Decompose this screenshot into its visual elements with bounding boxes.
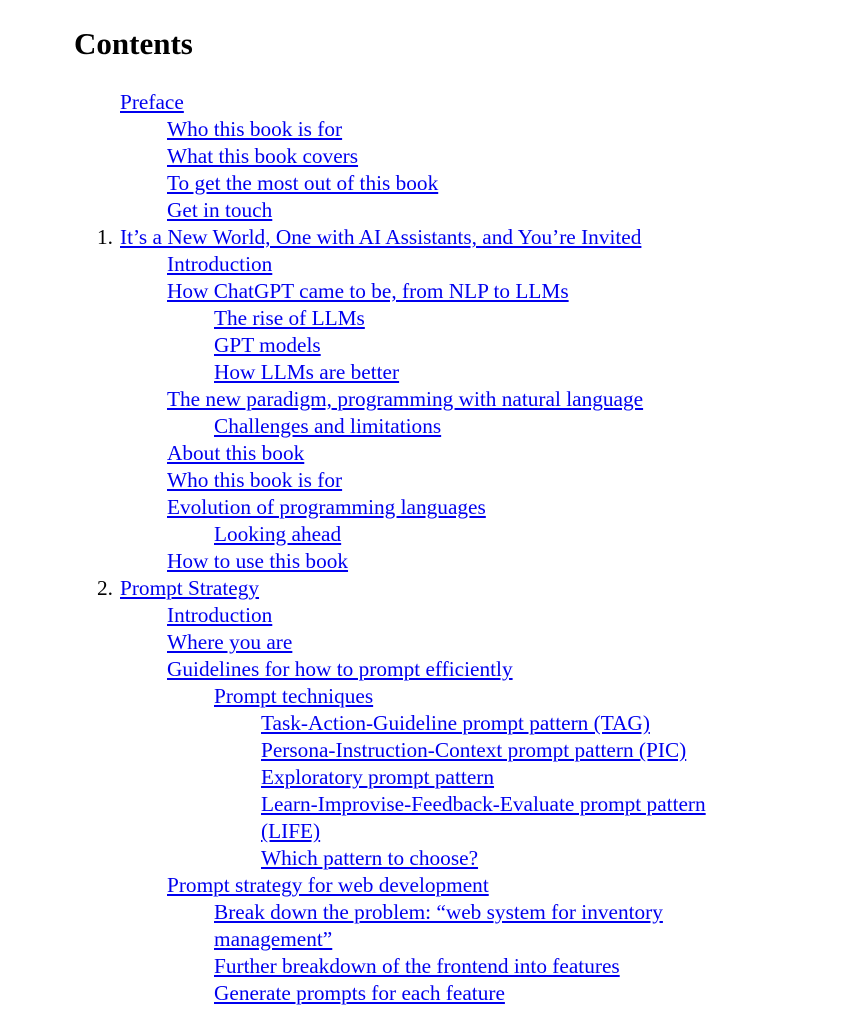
toc-link-challenges-limitations[interactable]: Challenges and limitations [214,414,442,438]
toc-link-chapter-2[interactable]: Prompt Strategy [120,576,260,600]
toc-entry [0,764,868,791]
toc-link-guidelines[interactable]: Guidelines for how to prompt efficiently [167,657,513,681]
toc-entry [0,440,868,467]
toc-link-which-pattern[interactable]: Which pattern to choose? [261,846,479,870]
toc-entry [0,116,868,143]
toc-entry [0,170,868,197]
toc-entry [0,845,868,872]
toc-entry [0,251,868,278]
toc-link-how-to-use-this-book[interactable]: How to use this book [167,549,349,573]
toc-entry [0,791,761,845]
toc-link-get-in-touch[interactable]: Get in touch [167,198,273,222]
toc-entry [0,305,868,332]
toc-link-new-paradigm[interactable]: The new paradigm, programming with natural language [167,387,644,411]
toc-link-chatgpt-came-to-be[interactable]: How ChatGPT came to be, from NLP to LLMs [167,279,569,303]
toc-entry [0,467,868,494]
toc-entry [0,143,868,170]
toc-link-generate-prompts[interactable]: Generate prompts for each feature [214,981,505,1005]
toc-link-where-you-are[interactable]: Where you are [167,630,293,654]
toc-link-web-development[interactable]: Prompt strategy for web development [167,873,489,897]
toc-link-ch1-who-this-book-is-for[interactable]: Who this book is for [167,468,343,492]
toc-entry [0,386,868,413]
toc-link-tag-pattern[interactable]: Task-Action-Guideline prompt pattern (TAG) [261,711,650,735]
toc-link-gpt-models[interactable]: GPT models [214,333,321,357]
page-title: Contents [74,26,193,61]
toc-link-who-this-book-is-for[interactable]: Who this book is for [167,117,343,141]
toc-link-ch2-introduction[interactable]: Introduction [167,603,273,627]
toc-link-preface[interactable]: Preface [120,90,184,114]
toc-entry [0,872,868,899]
toc-link-ch1-introduction[interactable]: Introduction [167,252,273,276]
toc-link-looking-ahead[interactable]: Looking ahead [214,522,342,546]
toc-link-frontend-breakdown[interactable]: Further breakdown of the frontend into features [214,954,620,978]
toc-link-pic-pattern[interactable]: Persona-Instruction-Context prompt pattern (PIC) [261,738,687,762]
toc-link-evolution-of-languages[interactable]: Evolution of programming languages [167,495,486,519]
toc-link-life-pattern[interactable]: Learn-Improvise-Feedback-Evaluate prompt pattern (LIFE) [261,792,706,843]
toc-link-prompt-techniques[interactable]: Prompt techniques [214,684,374,708]
toc-entry [0,980,868,1007]
toc-link-about-this-book[interactable]: About this book [167,441,305,465]
toc-entry [0,737,868,764]
toc-entry [0,602,868,629]
toc-entry [0,710,868,737]
toc-link-what-this-book-covers[interactable]: What this book covers [167,144,359,168]
chapter-number: 1. [97,225,113,249]
toc-entry [0,548,868,575]
toc-link-chapter-1[interactable]: It’s a New World, One with AI Assistants, and You’re Invited [120,225,642,249]
toc-link-exploratory-pattern[interactable]: Exploratory prompt pattern [261,765,495,789]
toc-link-rise-of-llms[interactable]: The rise of LLMs [214,306,365,330]
toc-entry-chapter-2 [0,575,868,602]
toc-entry [0,413,868,440]
toc-entry [0,332,868,359]
toc-entry [0,278,868,305]
chapter-number: 2. [97,576,113,600]
toc-entry [0,521,868,548]
toc-entry [0,683,868,710]
toc-entry [0,953,868,980]
toc-link-break-down-problem[interactable]: Break down the problem: “web system for inventory management” [214,900,663,951]
toc-entry [0,899,714,953]
toc-entry [0,656,868,683]
toc-link-most-out-of-book[interactable]: To get the most out of this book [167,171,439,195]
toc-entry [0,359,868,386]
toc-link-how-llms-are-better[interactable]: How LLMs are better [214,360,400,384]
toc-entry-chapter-1 [0,224,868,251]
toc-entry-preface [0,89,868,116]
toc-entry [0,629,868,656]
toc-entry [0,494,868,521]
table-of-contents [0,89,868,1007]
toc-entry [0,197,868,224]
